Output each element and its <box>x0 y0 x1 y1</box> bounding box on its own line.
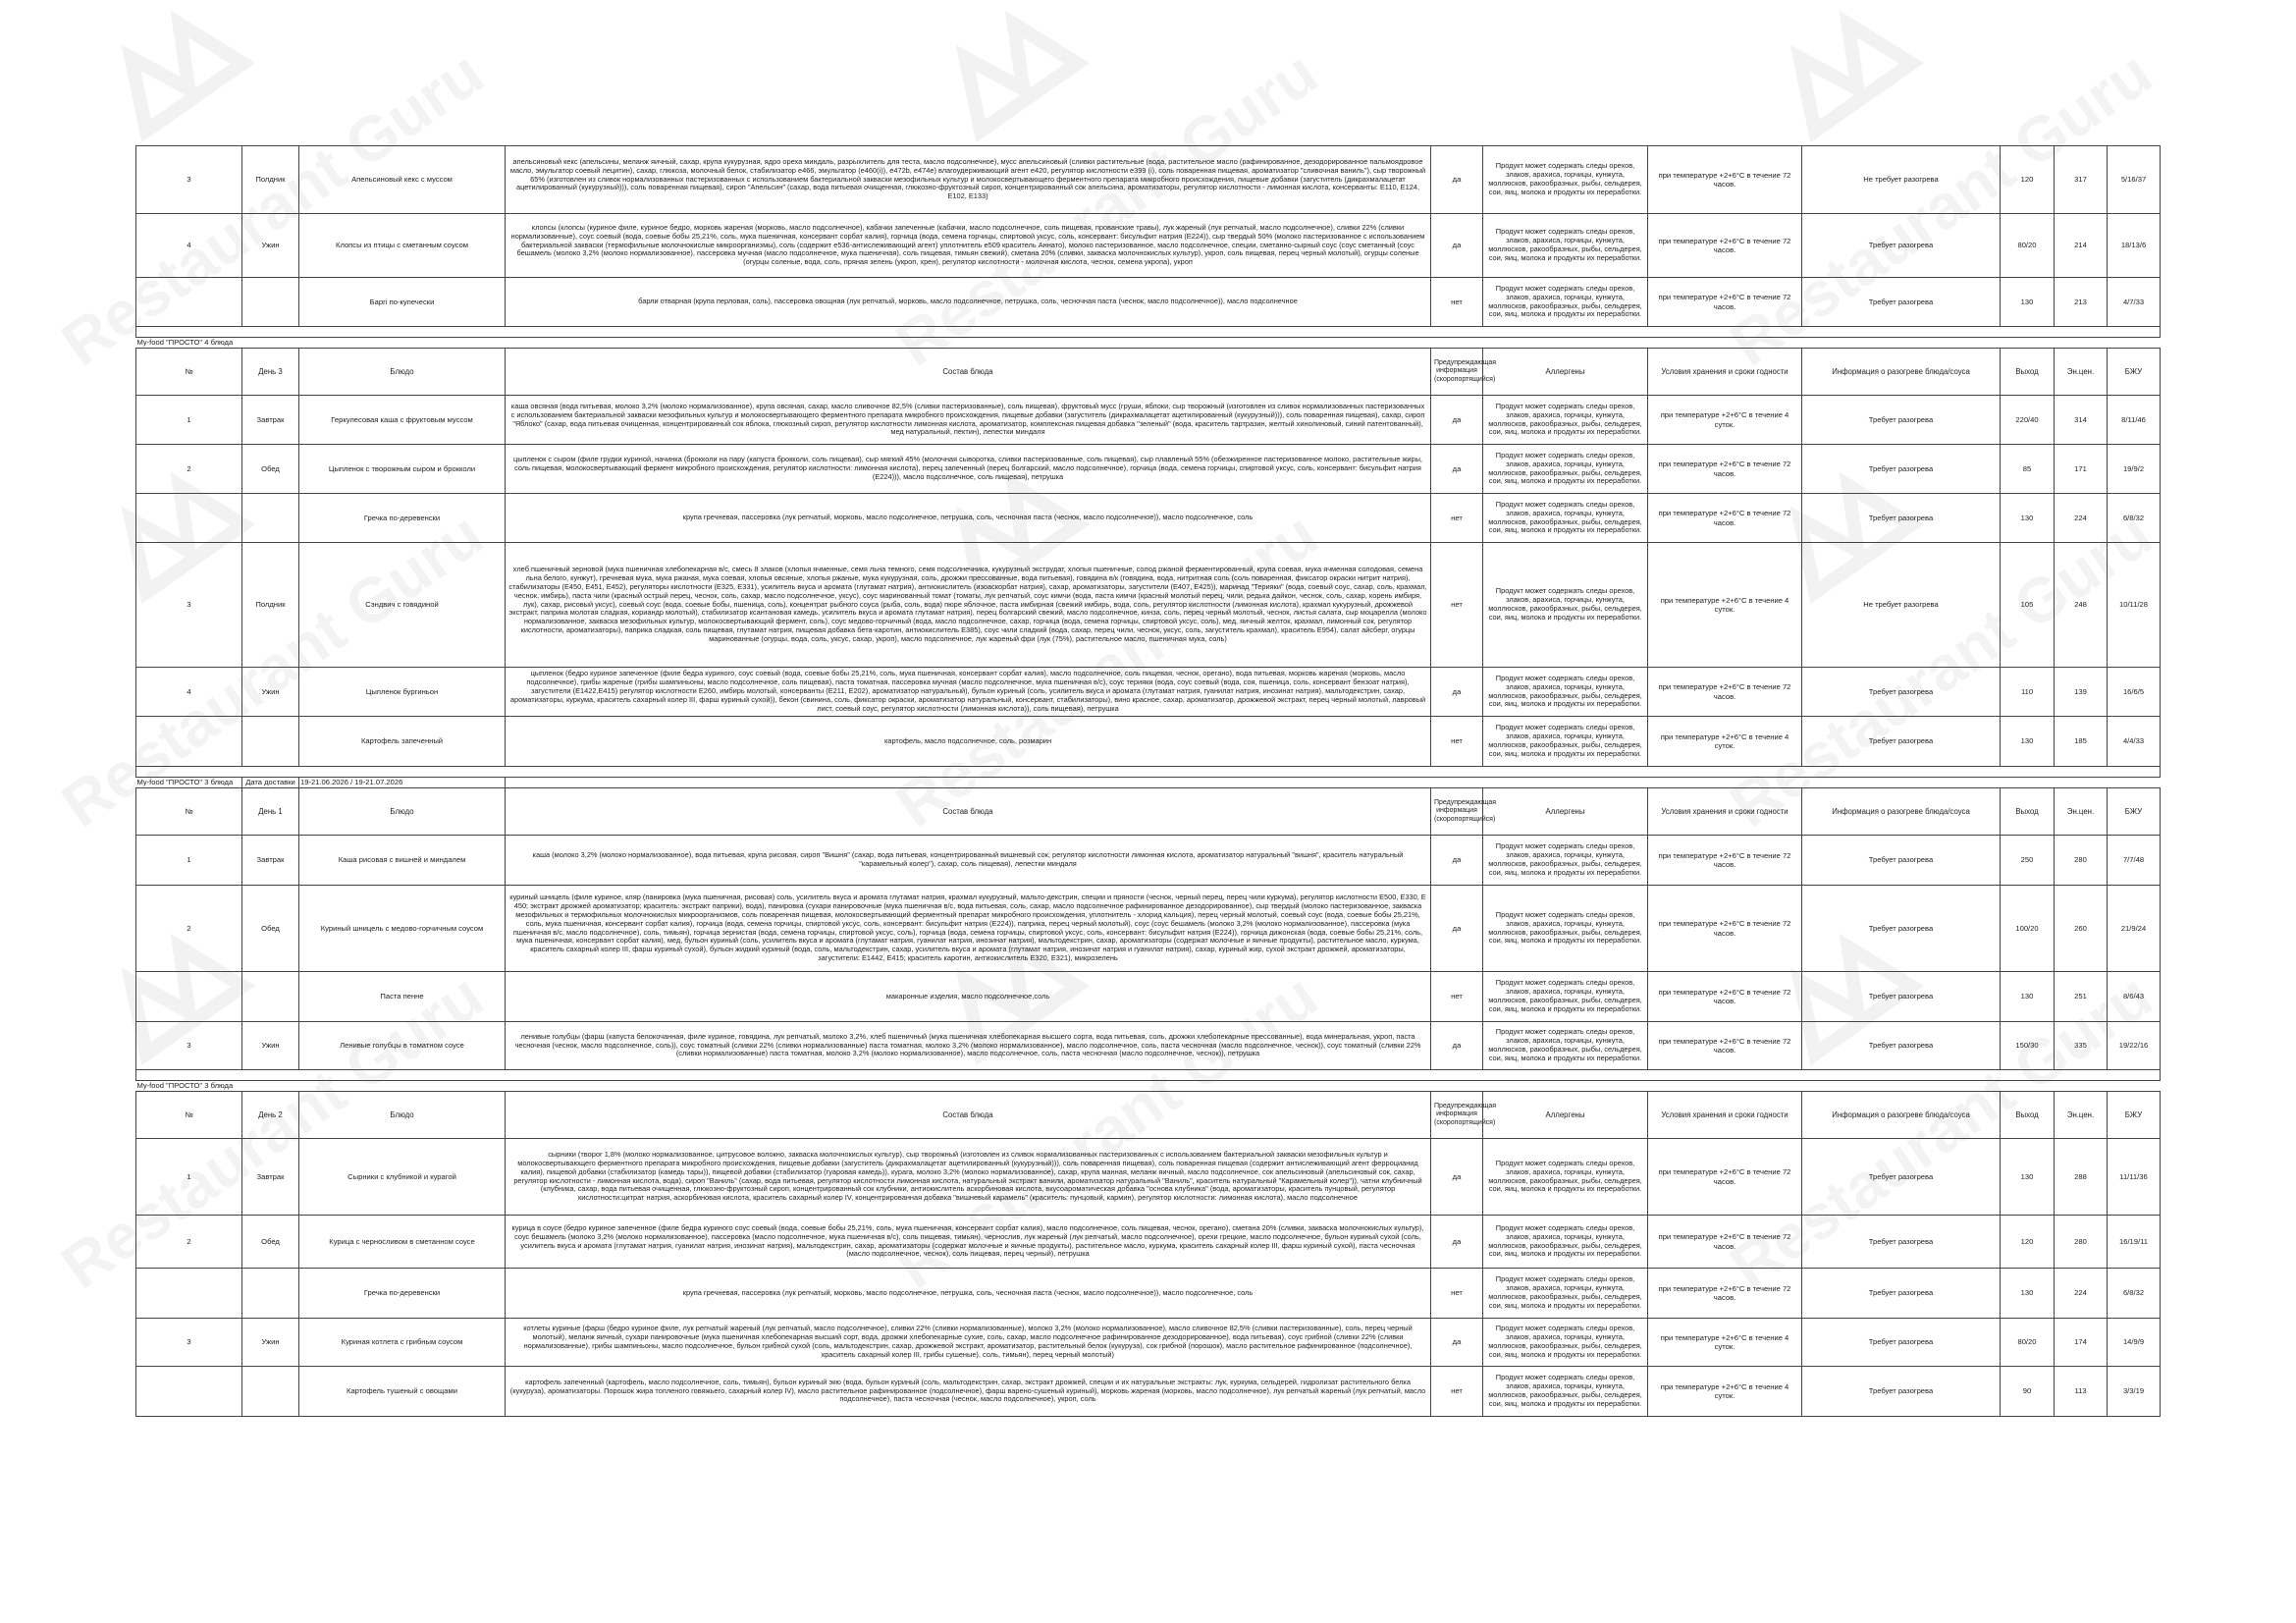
header-dish: Блюдо <box>299 1092 506 1139</box>
storage-conditions: при температуре +2+6°С в течение 72 часов. <box>1648 494 1802 543</box>
reheat-info: Требует разогрева <box>1802 1022 2001 1070</box>
allergens-note: Продукт может содержать следы орехов, злаков, арахиса, горчицы, кунжута, моллюсков, ракообразных, рыбы, сельдерея, сои, яиц, молока и продукты их переработки. <box>1483 445 1648 494</box>
header-num: № <box>136 349 242 396</box>
warning-flag: нет <box>1431 494 1483 543</box>
menu-row <box>136 1367 2161 1417</box>
energy-value: 174 <box>2055 1319 2108 1367</box>
output-weight: 110 <box>2001 668 2055 717</box>
header-reheat: Информация о разогреве блюда/соуса <box>1802 349 2001 396</box>
energy-value: 251 <box>2055 972 2108 1022</box>
menu-row <box>136 668 2161 717</box>
allergens-note: Продукт может содержать следы орехов, злаков, арахиса, горчицы, кунжута, моллюсков, ракообразных, рыбы, сельдерея, сои, яиц, молока и продукты их переработки. <box>1483 543 1648 668</box>
storage-conditions: при температуре +2+6°С в течение 72 часов. <box>1648 1216 1802 1269</box>
header-bju: БЖУ <box>2108 349 2161 396</box>
bju-value: 6/8/32 <box>2108 1269 2161 1319</box>
meal-type <box>242 1269 299 1319</box>
header-warning: Предупреждающая информация (скоропортящийся) <box>1431 788 1483 836</box>
energy-value: 214 <box>2055 214 2108 278</box>
dish-name: Куриная котлета с грибным соусом <box>299 1319 506 1367</box>
spacer-cell <box>136 1070 2161 1081</box>
output-weight: 130 <box>2001 717 2055 767</box>
bju-value: 11/11/36 <box>2108 1139 2161 1216</box>
allergens-note: Продукт может содержать следы орехов, злаков, арахиса, горчицы, кунжута, моллюсков, ракообразных, рыбы, сельдерея, сои, яиц, молока и продукты их переработки. <box>1483 668 1648 717</box>
meal-type: Ужин <box>242 214 299 278</box>
storage-conditions: при температуре +2+6°С в течение 72 часов. <box>1648 668 1802 717</box>
bju-value: 5/16/37 <box>2108 146 2161 214</box>
meal-type <box>242 972 299 1022</box>
row-number: 2 <box>136 1216 242 1269</box>
bju-value: 7/7/48 <box>2108 836 2161 886</box>
meal-type: Обед <box>242 445 299 494</box>
allergens-note: Продукт может содержать следы орехов, злаков, арахиса, горчицы, кунжута, моллюсков, ракообразных, рыбы, сельдерея, сои, яиц, молока и продукты их переработки. <box>1483 1269 1648 1319</box>
output-weight: 130 <box>2001 494 2055 543</box>
bju-value: 10/11/28 <box>2108 543 2161 668</box>
delivery-date-label: Дата доставки <box>242 778 299 788</box>
energy-value: 113 <box>2055 1367 2108 1417</box>
header-composition: Состав блюда <box>506 349 1431 396</box>
bju-value: 16/19/11 <box>2108 1216 2161 1269</box>
dish-name: Гречка по-деревенски <box>299 494 506 543</box>
watermark-logo-icon <box>941 7 1077 131</box>
meal-type: Ужин <box>242 668 299 717</box>
output-weight: 220/40 <box>2001 396 2055 445</box>
section-spacer <box>136 327 2161 338</box>
energy-value: 317 <box>2055 146 2108 214</box>
menu-table <box>135 145 2161 1417</box>
header-energy: Эн.цен. <box>2055 788 2108 836</box>
warning-flag: да <box>1431 1139 1483 1216</box>
row-number <box>136 1367 242 1417</box>
row-number: 3 <box>136 1022 242 1070</box>
row-number <box>136 717 242 767</box>
allergens-note: Продукт может содержать следы орехов, злаков, арахиса, горчицы, кунжута, моллюсков, ракообразных, рыбы, сельдерея, сои, яиц, молока и продукты их переработки. <box>1483 972 1648 1022</box>
dish-composition: цыпленок с сыром (филе грудки куриной, начинка (брокколи на пару (капуста брокколи, соль пищевая), сыр мягкий 45% (молочная сыворотка, сливки пастеризованные, соль пищевая), сыр плавленый 55% (обезжиренное пастеризованное молоко, растительные жиры, соль пищевая, молокосвертывающий фермент микробного происхождения, регулятор кислотности: лимонная кислота), перец запеченный (перец болгарский, масло подсолнечное), горчица (вода, семена горчицы, спиртовой уксус, соль, консервант: бисульфит натрия (Е224))), масло подсолнечное, соль пищевая), петрушка <box>506 445 1431 494</box>
bju-value: 8/11/46 <box>2108 396 2161 445</box>
dish-composition: клопсы (клопсы (куриное филе, куриное бедро, морковь жареная (морковь, масло подсолнечное), кабачки запеченные (кабачки, масло подсолнечное, соль пищевая, прованские травы), лук жареный (лук репчатый, масло подсолнечное), сливки 22% (сливки нормализованные), соус соевый (вода, соевые бобы 25,21%, соль, мука пшеничная, консервант сорбат калия), горчица (вода, семена горчицы, спиртовой уксус, соль, консервант: бисульфит натрия (Е224)), сыр твердый 50% (молоко пастеризованное с использованием бактериальной закваски (термофильные молочнокислые микроорганизмы), соль (содержит е536-антислеживающий агент) уплотнитель е509 краситель Аннато), молоко пастеризованное, масло подсолнечное, специи, сметанно-сырный соус (соус сметанный (соус бешамель (молоко 3,2% (молоко нормализованное), пассеровка мучная (масло подсолнечное, мука пшеничная), соль пищевая, тимьян свежий), сметана 20% (сливки, закваска молочнокислых культур), укроп, соль пищевая, перец черный молотый), огурцы соленые (огурцы соленые, вода, соль, пряная зелень (укроп, хрен), регулятор кислотности - молочная кислота, чеснок, семена укропа), укроп <box>506 214 1431 278</box>
reheat-info: Требует разогрева <box>1802 972 2001 1022</box>
header-day: День 3 <box>242 349 299 396</box>
bju-value: 4/7/33 <box>2108 278 2161 327</box>
bju-value: 8/6/43 <box>2108 972 2161 1022</box>
dish-composition: котлеты куриные (фарш (бедро куриное филе, лук репчатый жареный (лук репчатый, масло подсолнечное), сливки 22% (сливки нормализованные), молоко 3,2% (молоко нормализованное), масло сливочное 82,5% (сливки пастеризованные), соль, перец черный молотый), меланж яичный, сухари панировочные (мука пшеничная хлебопекарная высший сорт, вода, дрожжи хлебопекарные сухие, соль, сахар, масло подсолнечное рафинированное дезодорированное), вода питьевая), соус грибной (сливки 22% (сливки нормализованные), грибы шампиньоны, масло подсолнечное, бульон грибной сухой (соль, мальтодекстрин, сахар, дрожжевой экстракт, ароматизатор, растительный белок (кукуруза), сок грибной (порошок), масло растительное рафинированное (подсолнечное), краситель сахарный колер III, грибы сушеные), соль, тимьян), перец черный молотый) <box>506 1319 1431 1367</box>
section-title-row <box>136 338 2161 349</box>
dish-composition: куриный шницель (филе куриное, кляр (панировка (мука пшеничная, рисовая) соль, усилитель вкуса и аромата глутамат натрия, крахмал кукурузный, мальто-декстрин, специи и пряности (чеснок, черный перец, перец чили куркума), регулятор кислотности E500, E330, E 450; экстракт дрожжей ароматизатор; краситель: экстракт паприки), вода), панировка (сухари панировочные (мука пшеничная в/с, вода питьевая, соль, сахар, масло подсолнечное рафинированное дезодорированное), сыр твердый (молоко пастеризованное, закваска мезофильных и термофильных молочнокислых микроорганизмов, соль поваренная пищевая, молокосвертывающий ферментный препарат микробного происхождения, уплотнитель - хлорид кальция), перец черный молотый, соевый соус (вода, соевые бобы 25,21%, соль, мука пшеничная, консервант сорбат калия), горчица (вода, семена горчицы, спиртовой уксус, соль, консервант: бисульфит натрия (Е224)), паприка, перец черный молотый), соус (соус бешамель (молоко 3,2% (молоко нормализованное), пассеровка (мука пшеничная в/с, масло подсолнечное), соль, тимьян), горчица зернистая (вода, семена горчицы, спиртовой уксус, соль), горчица (вода, семена горчицы, спиртовой уксус, соль, консервант: бисульфит натрия (Е224)), горчица дижонская (вода, соевые бобы 25,21%, соль, мука пшеничная, консервант сорбат калия), мед, бульон куриный (соль, усилитель вкуса и аромата (глутамат натрия, гуанилат натрия, инозинат натрия), мальтодекстрин, сахар, ароматизаторы (содержат молочные и яичные продукты), растительное масло, куркума, краситель сахарный колер III, фарш куриный сухой), бульон жидкий куриный (вода, соль, мальтодекстрин, сахар, усилитель вкуса и аромата (глутамат натрия, инозинат натрия и гуанилат натрия), сахар, куриный жир, сухой экстракт дрожжей, ароматизаторы, загустители: Е1442, Е415; краситель каротин, антиокислитель Е320, Е321), микрозелень <box>506 886 1431 972</box>
warning-flag: да <box>1431 214 1483 278</box>
storage-conditions: при температуре +2+6°С в течение 4 суток. <box>1648 1367 1802 1417</box>
warning-flag: нет <box>1431 1367 1483 1417</box>
menu-row <box>136 972 2161 1022</box>
warning-flag: да <box>1431 1216 1483 1269</box>
output-weight: 130 <box>2001 278 2055 327</box>
table-header-row <box>136 349 2161 396</box>
storage-conditions: при температуре +2+6°С в течение 72 часов. <box>1648 146 1802 214</box>
bju-value: 19/9/2 <box>2108 445 2161 494</box>
section-spacer <box>136 767 2161 778</box>
header-bju: БЖУ <box>2108 788 2161 836</box>
section-title: My-food "ПРОСТО" 3 блюда <box>136 778 242 788</box>
menu-document <box>135 145 2160 1417</box>
dish-composition: картофель, масло подсолнечное, соль, розмарин <box>506 717 1431 767</box>
meal-type <box>242 1367 299 1417</box>
storage-conditions: при температуре +2+6°С в течение 4 суток. <box>1648 396 1802 445</box>
header-warning: Предупреждающая информация (скоропортящийся) <box>1431 1092 1483 1139</box>
dish-composition: картофель запеченный (картофель, масло подсолнечное, соль, тимьян), бульон куриный экю (вода, бульон куриный (соль, мальтодекстрин, сахар, экстракт дрожжей, специи и их натуральные экстракты: лук, куркума, сельдерей, гидролизат растительного белка (кукуруза), ароматизаторы. Порошок жира топленого говяжьего, сахарный колер IV), масло растительное рафинированное (подсолнечное), фарш варено-сушеный куриный), морковь жареная (морковь, масло подсолнечное), лук репчатый жареный (лук репчатый, масло подсолнечное), паста чесночная (чеснок, масло подсолнечное), укроп, соль <box>506 1367 1431 1417</box>
section-title: My-food "ПРОСТО" 4 блюда <box>136 338 242 349</box>
storage-conditions: при температуре +2+6°С в течение 72 часов. <box>1648 1022 1802 1070</box>
header-day: День 2 <box>242 1092 299 1139</box>
allergens-note: Продукт может содержать следы орехов, злаков, арахиса, горчицы, кунжута, моллюсков, ракообразных, рыбы, сельдерея, сои, яиц, молока и продукты их переработки. <box>1483 214 1648 278</box>
reheat-info: Требует разогрева <box>1802 1139 2001 1216</box>
storage-conditions: при температуре +2+6°С в течение 72 часов. <box>1648 1269 1802 1319</box>
dish-composition: апельсиновый кекс (апельсины, меланж яичный, сахар, крупа кукурузная, ядро ореха миндаль, разрыхлитель для теста, масло подсолнечное), мусс апельсиновый (сливки растительные (вода, растительное масло (рафинированное, дезодорированное пальмоядровое масло, эмульгатор соевый лецитин), сахар, глюкоза, молочный белок, стабилизатор е466, эмульгатор (е460(i)), е472b, е474e) влагоудерживающий агент е420, регулятор кислотности е399 (i), соль поваренная пищевая, ароматизатор "сливочная ваниль"), сыр творожный 65% (изготовлен из сливок нормализованных пастеризованных с использованием бактериальной закваски мезофильных культур и молокосвертывающего ферментного препарата микробного происхождения, пищевые добавки (загуститель (дикрахмалацетат ацетилированный (кукурузный))), соль поваренная пищевая), сироп "Апельсин" (сахар, вода питьевая очищенная, глюкозно-фруктозный сироп, концентрированный сок апельсина, ароматизаторы, регулятор кислотности - лимонная кислота, консерванты: Е110, Е124, Е102, Е133) <box>506 146 1431 214</box>
dish-composition: барли отварная (крупа перловая, соль), пассеровка овощная (лук репчатый, морковь, масло подсолнечное, петрушка, соль, чесночная паста (чеснок, масло подсолнечное)), масло подсолнечное <box>506 278 1431 327</box>
storage-conditions: при температуре +2+6°С в течение 4 суток. <box>1648 1319 1802 1367</box>
warning-flag: да <box>1431 886 1483 972</box>
reheat-info: Требует разогрева <box>1802 886 2001 972</box>
spacer-cell <box>136 327 2161 338</box>
storage-conditions: при температуре +2+6°С в течение 4 суток. <box>1648 717 1802 767</box>
section-title: My-food "ПРОСТО" 3 блюда <box>136 1081 242 1092</box>
energy-value: 224 <box>2055 1269 2108 1319</box>
warning-flag: да <box>1431 445 1483 494</box>
dish-name: Картофель тушеный с овощами <box>299 1367 506 1417</box>
dish-composition: крупа гречневая, пассеровка (лук репчатый, морковь, масло подсолнечное, петрушка, соль, чесночная паста (чеснок, масло подсолнечное)), масло подсолнечное, соль <box>506 494 1431 543</box>
delivery-dates: 19-21.06.2026 / 19-21.07.2026 <box>299 778 506 788</box>
header-storage: Условия хранения и сроки годности <box>1648 788 1802 836</box>
dish-composition: крупа гречневая, пассеровка (лук репчатый, морковь, масло подсолнечное, петрушка, соль, чесночная паста (чеснок, масло подсолнечное)), масло подсолнечное, соль <box>506 1269 1431 1319</box>
row-number: 2 <box>136 886 242 972</box>
output-weight: 130 <box>2001 1269 2055 1319</box>
header-num: № <box>136 1092 242 1139</box>
energy-value: 185 <box>2055 717 2108 767</box>
warning-flag: да <box>1431 396 1483 445</box>
storage-conditions: при температуре +2+6°С в течение 72 часов. <box>1648 972 1802 1022</box>
meal-type: Завтрак <box>242 1139 299 1216</box>
meal-type: Завтрак <box>242 836 299 886</box>
menu-row <box>136 278 2161 327</box>
section-spacer <box>136 1070 2161 1081</box>
title-filler <box>506 778 2161 788</box>
dish-name: Сэндвич с говядиной <box>299 543 506 668</box>
allergens-note: Продукт может содержать следы орехов, злаков, арахиса, горчицы, кунжута, моллюсков, ракообразных, рыбы, сельдерея, сои, яиц, молока и продукты их переработки. <box>1483 1216 1648 1269</box>
header-energy: Эн.цен. <box>2055 349 2108 396</box>
output-weight: 150/30 <box>2001 1022 2055 1070</box>
meal-type: Ужин <box>242 1319 299 1367</box>
allergens-note: Продукт может содержать следы орехов, злаков, арахиса, горчицы, кунжута, моллюсков, ракообразных, рыбы, сельдерея, сои, яиц, молока и продукты их переработки. <box>1483 886 1648 972</box>
dish-composition: сырники (творог 1,8% (молоко нормализованное, цитрусовое волокно, закваска молочнокислых культур), сыр творожный (изготовлен из сливок нормализованных пастеризованных с использованием бактериальной закваски мезофильных культур и молокосвертывающего ферментного препарата микробного происхождения, пищевые добавки (загуститель (дикрахмалацетат ацетилированный (кукурузный))), соль поваренная пищевая), соль поваренная пищевая (содержит антислеживающий агент ферроцианид калия), пищевой добавки (стабилизатор (камедь тары)), пищевой добавки (стабилизатор (гуаровая камедь)), курага, молоко 3,2% (молоко нормализованное), сахар, крупа манная, меланж яичный, масло подсолнечное, сок апельсиновый (апельсиновый сок, сахар, регулятор кислотности - лимонная кислота, вода), сироп "Ваниль" (сахар, вода питьевая, регулятор кислотности лимонная кислота, натуральный экстракт ванили, ароматизатор натуральный "Ваниль", краситель натуральный "Карамельный колер")), чатни клубничный (клубника, сахар, вода питьевая очищенная, глюкозно-фруктозный сироп, концентрированный сок клубники, антиокислитель аскорбиновая кислота, вкусоароматическая добавка "основа клубника" (вода, ароматизаторы, краситель пунцовый, регулятор кислотности:цитрат натрия, аскорбиновая кислота, краситель сахарный колер IV, концентрированная добавка "вишневый карамель" (краситель: пунцовый, кармин), регулятор кислотности: лимонная кислота), масло подсолнечное <box>506 1139 1431 1216</box>
dish-name: Сырники с клубникой и курагой <box>299 1139 506 1216</box>
output-weight: 80/20 <box>2001 214 2055 278</box>
output-weight: 130 <box>2001 1139 2055 1216</box>
reheat-info: Требует разогрева <box>1802 1269 2001 1319</box>
row-number <box>136 494 242 543</box>
reheat-info: Требует разогрева <box>1802 278 2001 327</box>
header-day: День 1 <box>242 788 299 836</box>
dish-name: Геркулесовая каша с фруктовым муссом <box>299 396 506 445</box>
header-bju: БЖУ <box>2108 1092 2161 1139</box>
reheat-info: Требует разогрева <box>1802 396 2001 445</box>
header-allergens: Аллергены <box>1483 349 1648 396</box>
row-number: 3 <box>136 1319 242 1367</box>
storage-conditions: при температуре +2+6°С в течение 72 часов. <box>1648 278 1802 327</box>
meal-type <box>242 494 299 543</box>
energy-value: 288 <box>2055 1139 2108 1216</box>
output-weight: 105 <box>2001 543 2055 668</box>
warning-flag: нет <box>1431 972 1483 1022</box>
table-header-row <box>136 1092 2161 1139</box>
storage-conditions: при температуре +2+6°С в течение 4 суток. <box>1648 543 1802 668</box>
bju-value: 6/8/32 <box>2108 494 2161 543</box>
output-weight: 80/20 <box>2001 1319 2055 1367</box>
energy-value: 280 <box>2055 1216 2108 1269</box>
allergens-note: Продукт может содержать следы орехов, злаков, арахиса, горчицы, кунжута, моллюсков, ракообразных, рыбы, сельдерея, сои, яиц, молока и продукты их переработки. <box>1483 146 1648 214</box>
reheat-info: Требует разогрева <box>1802 445 2001 494</box>
menu-row <box>136 886 2161 972</box>
reheat-info: Требует разогрева <box>1802 494 2001 543</box>
allergens-note: Продукт может содержать следы орехов, злаков, арахиса, горчицы, кунжута, моллюсков, ракообразных, рыбы, сельдерея, сои, яиц, молока и продукты их переработки. <box>1483 396 1648 445</box>
menu-row <box>136 494 2161 543</box>
meal-type: Завтрак <box>242 396 299 445</box>
menu-row <box>136 1319 2161 1367</box>
section-title-row <box>136 778 2161 788</box>
menu-row <box>136 1139 2161 1216</box>
row-number: 3 <box>136 146 242 214</box>
dish-name: Клопсы из птицы с сметанным соусом <box>299 214 506 278</box>
bju-value: 4/4/33 <box>2108 717 2161 767</box>
reheat-info: Требует разогрева <box>1802 836 2001 886</box>
header-num: № <box>136 788 242 836</box>
section-title-row <box>136 1081 2161 1092</box>
header-output: Выход <box>2001 1092 2055 1139</box>
output-weight: 90 <box>2001 1367 2055 1417</box>
menu-row <box>136 543 2161 668</box>
output-weight: 120 <box>2001 146 2055 214</box>
header-storage: Условия хранения и сроки годности <box>1648 1092 1802 1139</box>
menu-row <box>136 445 2161 494</box>
row-number: 3 <box>136 543 242 668</box>
reheat-info: Не требует разогрева <box>1802 543 2001 668</box>
warning-flag: да <box>1431 836 1483 886</box>
meal-type: Полдник <box>242 146 299 214</box>
energy-value: 213 <box>2055 278 2108 327</box>
dish-name: Цыпленок с творожным сыром и брокколи <box>299 445 506 494</box>
header-reheat: Информация о разогреве блюда/соуса <box>1802 788 2001 836</box>
allergens-note: Продукт может содержать следы орехов, злаков, арахиса, горчицы, кунжута, моллюсков, ракообразных, рыбы, сельдерея, сои, яиц, молока и продукты их переработки. <box>1483 836 1648 886</box>
row-number: 1 <box>136 396 242 445</box>
title-filler <box>242 338 2161 349</box>
meal-type: Ужин <box>242 1022 299 1070</box>
meal-type: Полдник <box>242 543 299 668</box>
output-weight: 85 <box>2001 445 2055 494</box>
menu-row <box>136 1216 2161 1269</box>
row-number: 2 <box>136 445 242 494</box>
dish-name: Цыпленок бургиньон <box>299 668 506 717</box>
dish-name: Каша рисовая с вишней и миндалем <box>299 836 506 886</box>
reheat-info: Требует разогрева <box>1802 1216 2001 1269</box>
output-weight: 130 <box>2001 972 2055 1022</box>
output-weight: 100/20 <box>2001 886 2055 972</box>
header-dish: Блюдо <box>299 788 506 836</box>
menu-row <box>136 1022 2161 1070</box>
energy-value: 335 <box>2055 1022 2108 1070</box>
allergens-note: Продукт может содержать следы орехов, злаков, арахиса, горчицы, кунжута, моллюсков, ракообразных, рыбы, сельдерея, сои, яиц, молока и продукты их переработки. <box>1483 278 1648 327</box>
dish-name: Апельсиновый кекс с муссом <box>299 146 506 214</box>
allergens-note: Продукт может содержать следы орехов, злаков, арахиса, горчицы, кунжута, моллюсков, ракообразных, рыбы, сельдерея, сои, яиц, молока и продукты их переработки. <box>1483 717 1648 767</box>
menu-row <box>136 214 2161 278</box>
reheat-info: Требует разогрева <box>1802 1319 2001 1367</box>
energy-value: 139 <box>2055 668 2108 717</box>
bju-value: 19/22/16 <box>2108 1022 2161 1070</box>
dish-composition: каша (молоко 3,2% (молоко нормализованное), вода питьевая, крупа рисовая, сироп "Вишня" (сахар, вода питьевая, концентрированный вишневый сок, регулятор кислотности лимонная кислота, ароматизатор натуральный "вишня", краситель натуральный "карамельный колер"), сахар, соль пищевая), лепестки миндаля <box>506 836 1431 886</box>
dish-composition: курица в соусе (бедро куриное запеченное (филе бедра куриного соус соевый (вода, соевые бобы 25,21%, соль, мука пшеничная, консервант сорбат калия), масло подсолнечное, соль пищевая, чеснок, орегано), сметана 20% (сливки, закваска молочнокислых культур), соус бешамель (молоко 3,2% (молоко нормализованное), пассеровка (масло подсолнечное, мука пшеничная в/с), соль пищевая, тимьян), чернослив, лук жареный (лук репчатый, масло подсолнечное), орехи грецкие, масло подсолнечное, бульон куриный сухой (соль, усилитель вкуса и аромата (глутамат натрия, гуанилат натрия, инозинат натрия), мальтодекстрин, сахар, ароматизаторы (содержат молочные и яичные продукты), растительное масло, куркума, краситель сахарный колер III, фарш куриный сухой), паста чесночная (масло подсолнечное, чеснок), соль пищевая, перец черный), петрушка <box>506 1216 1431 1269</box>
energy-value: 314 <box>2055 396 2108 445</box>
warning-flag: да <box>1431 1022 1483 1070</box>
watermark-logo-icon <box>107 7 242 131</box>
header-output: Выход <box>2001 788 2055 836</box>
energy-value: 248 <box>2055 543 2108 668</box>
bju-value: 3/3/19 <box>2108 1367 2161 1417</box>
row-number: 4 <box>136 214 242 278</box>
reheat-info: Требует разогрева <box>1802 668 2001 717</box>
header-composition: Состав блюда <box>506 1092 1431 1139</box>
dish-name: Картофель запеченный <box>299 717 506 767</box>
row-number: 4 <box>136 668 242 717</box>
storage-conditions: при температуре +2+6°С в течение 72 часов. <box>1648 1139 1802 1216</box>
header-allergens: Аллергены <box>1483 788 1648 836</box>
reheat-info: Требует разогрева <box>1802 717 2001 767</box>
dish-name: Курица с черносливом в сметанном соусе <box>299 1216 506 1269</box>
dish-composition: цыпленок (бедро куриное запеченное (филе бедра куриного, соус соевый (вода, соевые бобы 25,21%, соль, мука пшеничная, консервант сорбат калия), масло подсолнечное, соль пищевая, чеснок, орегано), вода питьевая, морковь жареная (морковь, масло подсолнечное), грибы жареные (грибы шампиньоны, масло подсолнечное, соль пищевая), паста томатная, пассеровка мучная (масло подсолнечное, мука пшеничная в/с), соус терияки (вода, соус соевый (вода, соя, пшеница, соль, консервант бензоат натрия), загустители (Е1422,Е415) регулятор кислотности Е260, имбирь молотый, консерванты (Е211, Е202), ароматизатор натуральный), бульон куриный (соль, усилитель вкуса и аромата (глутамат натрия, гуанилат натрия, инозинат натрия), мальтодекстрин, сахар, ароматизаторы, куркума, краситель сахарный колер III, фарш куриный сухой)), бекон (свинина, соль, фиксатор окраски, ароматизатор натуральный, консервант, стабилизаторы), вино красное, сахар, ароматизатор, дрожжевой экстракт, перец черный молотый, лавровый лист, соевый соус, регулятор кислотности (лимонная кислота)), соль пищевая), петрушка <box>506 668 1431 717</box>
header-energy: Эн.цен. <box>2055 1092 2108 1139</box>
bju-value: 18/13/6 <box>2108 214 2161 278</box>
reheat-info: Требует разогрева <box>1802 1367 2001 1417</box>
output-weight: 250 <box>2001 836 2055 886</box>
menu-row <box>136 146 2161 214</box>
warning-flag: да <box>1431 668 1483 717</box>
warning-flag: да <box>1431 146 1483 214</box>
row-number: 1 <box>136 836 242 886</box>
output-weight: 120 <box>2001 1216 2055 1269</box>
header-composition: Состав блюда <box>506 788 1431 836</box>
storage-conditions: при температуре +2+6°С в течение 72 часов. <box>1648 836 1802 886</box>
menu-row <box>136 836 2161 886</box>
allergens-note: Продукт может содержать следы орехов, злаков, арахиса, горчицы, кунжута, моллюсков, ракообразных, рыбы, сельдерея, сои, яиц, молока и продукты их переработки. <box>1483 1319 1648 1367</box>
meal-type <box>242 717 299 767</box>
dish-name: Ленивые голубцы в томатном соусе <box>299 1022 506 1070</box>
menu-row <box>136 396 2161 445</box>
dish-name: Куриный шницель с медово-горчичным соусом <box>299 886 506 972</box>
energy-value: 280 <box>2055 836 2108 886</box>
dish-composition: хлеб пшеничный зерновой (мука пшеничная хлебопекарная в/с, смесь 8 злаков (хлопья ячменные, семя льна темного, семя подсолнечника, кукурузный экструдат, хлопья пшеничные, солод ржаной ферментированный, крупа соевая, мука ячменная солодовая, семена льна белого, кунжут), гречневая мука, мука ржаная, мука соевая, хлопья овсяные, хлопья ржаные, мука кукурузная, соль, дрожжи прессованные, вода питьевая), говядина в/к (говядина, вода, нитритная соль (соль поваренная, фиксатор окраски нитрит натрия), стабилизаторы (Е450, Е451, Е452), регуляторы кислотности (Е325, Е331), усилитель вкуса и аромата (глутамат натрия), антиокислитель (изоаскорбат натрия), сахар, ароматизаторы, загустители (Е407, Е425)), маринад "Терияки" (вода, соевый соус, сахар, соль, крахмал, чеснок, имбирь), паста чили (красный острый перец, чеснок, соль, сахар, масло подсолнечное, уксус), соус маринованный томат (томаты, лук репчатый, соус кимчи (вода, паста кимчи (красный молотый перец, чили, редька дайкон, чеснок, соль, сахар, корень имбиря, лук), сахар, рисовый уксус), соевый соус (вода, соевые бобы, пшеница, соль), концентрат рыбного соуса (рыба, соль, вода) пюре яблочное, паста имбирная (свежий имбирь, вода, соль, регулятор кислотности (лимонная кислота), крахмал кукурузный, дрожжевой экстракт, паприка молотая сладкая, кориандр молотый), стабилизатор ксантановая камедь, усилитель вкуса и аромата глутамат натрия), перец болгарский свежий, масло подсолнечное, кинза, соль, перец черный молотый, чеснок, листья салата, сыр моцарелла (молоко нормализованное, закваска мезофильных культур, молокосвертывающий фермент, соль), соус медово-горчичный (вода, масло подсолнечное, сахар, горчица (вода, семена горчицы, спиртовой уксус, соль), мед, яичный желток, крахмал, лимонный сок, регулятор кислотности, ароматизаторы), паприка сладкая, соль пищевая, глутамат натрия, пищевая добавка бета-каротин, антиокислитель Е385), соус чили сладкий (вода, сахар, перец чили, чеснок, уксус, соль, загуститель крахмал), краситель E954), салат айсберг, огурцы маринованные (огурцы, вода, соль, уксус, сахар, укроп), масло подсолнечное, лук жареный фри (лук (75%), растительное масло, пшеничная мука, соль) <box>506 543 1431 668</box>
allergens-note: Продукт может содержать следы орехов, злаков, арахиса, горчицы, кунжута, моллюсков, ракообразных, рыбы, сельдерея, сои, яиц, молока и продукты их переработки. <box>1483 1367 1648 1417</box>
row-number <box>136 278 242 327</box>
table-header-row <box>136 788 2161 836</box>
reheat-info: Требует разогрева <box>1802 214 2001 278</box>
watermark-logo-icon <box>1776 7 1911 131</box>
spacer-cell <box>136 767 2161 778</box>
bju-value: 16/6/5 <box>2108 668 2161 717</box>
energy-value: 171 <box>2055 445 2108 494</box>
header-output: Выход <box>2001 349 2055 396</box>
warning-flag: нет <box>1431 717 1483 767</box>
meal-type <box>242 278 299 327</box>
meal-type: Обед <box>242 1216 299 1269</box>
allergens-note: Продукт может содержать следы орехов, злаков, арахиса, горчицы, кунжута, моллюсков, ракообразных, рыбы, сельдерея, сои, яиц, молока и продукты их переработки. <box>1483 494 1648 543</box>
storage-conditions: при температуре +2+6°С в течение 72 часов. <box>1648 445 1802 494</box>
warning-flag: да <box>1431 1319 1483 1367</box>
dish-name: Баргі по-купечески <box>299 278 506 327</box>
title-filler <box>242 1081 2161 1092</box>
meal-type: Обед <box>242 886 299 972</box>
row-number: 1 <box>136 1139 242 1216</box>
energy-value: 260 <box>2055 886 2108 972</box>
warning-flag: нет <box>1431 1269 1483 1319</box>
menu-row <box>136 1269 2161 1319</box>
bju-value: 14/9/9 <box>2108 1319 2161 1367</box>
header-dish: Блюдо <box>299 349 506 396</box>
allergens-note: Продукт может содержать следы орехов, злаков, арахиса, горчицы, кунжута, моллюсков, ракообразных, рыбы, сельдерея, сои, яиц, молока и продукты их переработки. <box>1483 1022 1648 1070</box>
row-number <box>136 972 242 1022</box>
dish-composition: ленивые голубцы (фарш (капуста белокочанная, филе куриное, говядина, лук репчатый, молоко 3,2%, хлеб пшеничный (мука пшеничная хлебопекарная высшего сорта, вода питьевая, соль, дрожжи хлебопекарные прессованные), вода минеральная, укроп, паста чесночная (чеснок, масло подсолнечное, соль)), соус томатный (сливки 22% (сливки нормализованные) паста томатная, молоко 3,2% (молоко нормализованное), масло подсолнечное, соль, паста чесночная (масло подсолнечное, чеснок)), соус томатный (сливки 22% (сливки нормализованные) паста томатная, молоко 3,2% (молоко нормализованное), масло подсолнечное, соль, паста чесночная (масло подсолнечное, чеснок)), петрушка <box>506 1022 1431 1070</box>
dish-composition: каша овсяная (вода питьевая, молоко 3,2% (молоко нормализованное), крупа овсяная, сахар, масло сливочное 82,5% (сливки пастеризованные), соль пищевая), фруктовый мусс (груши, яблоки, сыр творожный (изготовлен из сливок нормализованных пастеризованных с использованием бактериальной закваски мезофильных культур и молокосвертывающего ферментного препарата микробного происхождения, пищевые добавки (загуститель (дикрахмалацетат ацетилированный (кукурузный))), соль поваренная пищевая), сахар, сироп "Яблоко" (сахар, вода питьевая очищенная, концентрированный сок яблока, глюкозный сироп, регулятор кислотности лимонная кислота, ароматизатор, комплексная пищевая добавка "зеленый" (вода, краситель тартразин, желтый хинолиновый, синий патентованный), мед натуральный, пектин), лепестки миндаля <box>506 396 1431 445</box>
menu-row <box>136 717 2161 767</box>
dish-name: Паста пенне <box>299 972 506 1022</box>
header-storage: Условия хранения и сроки годности <box>1648 349 1802 396</box>
bju-value: 21/9/24 <box>2108 886 2161 972</box>
header-reheat: Информация о разогреве блюда/соуса <box>1802 1092 2001 1139</box>
dish-composition: макаронные изделия, масло подсолнечное,соль <box>506 972 1431 1022</box>
allergens-note: Продукт может содержать следы орехов, злаков, арахиса, горчицы, кунжута, моллюсков, ракообразных, рыбы, сельдерея, сои, яиц, молока и продукты их переработки. <box>1483 1139 1648 1216</box>
storage-conditions: при температуре +2+6°С в течение 72 часов. <box>1648 214 1802 278</box>
header-warning: Предупреждающая информация (скоропортящийся) <box>1431 349 1483 396</box>
reheat-info: Не требует разогрева <box>1802 146 2001 214</box>
energy-value: 224 <box>2055 494 2108 543</box>
dish-name: Гречка по-деревенски <box>299 1269 506 1319</box>
row-number <box>136 1269 242 1319</box>
warning-flag: нет <box>1431 543 1483 668</box>
header-allergens: Аллергены <box>1483 1092 1648 1139</box>
storage-conditions: при температуре +2+6°С в течение 72 часов. <box>1648 886 1802 972</box>
warning-flag: нет <box>1431 278 1483 327</box>
